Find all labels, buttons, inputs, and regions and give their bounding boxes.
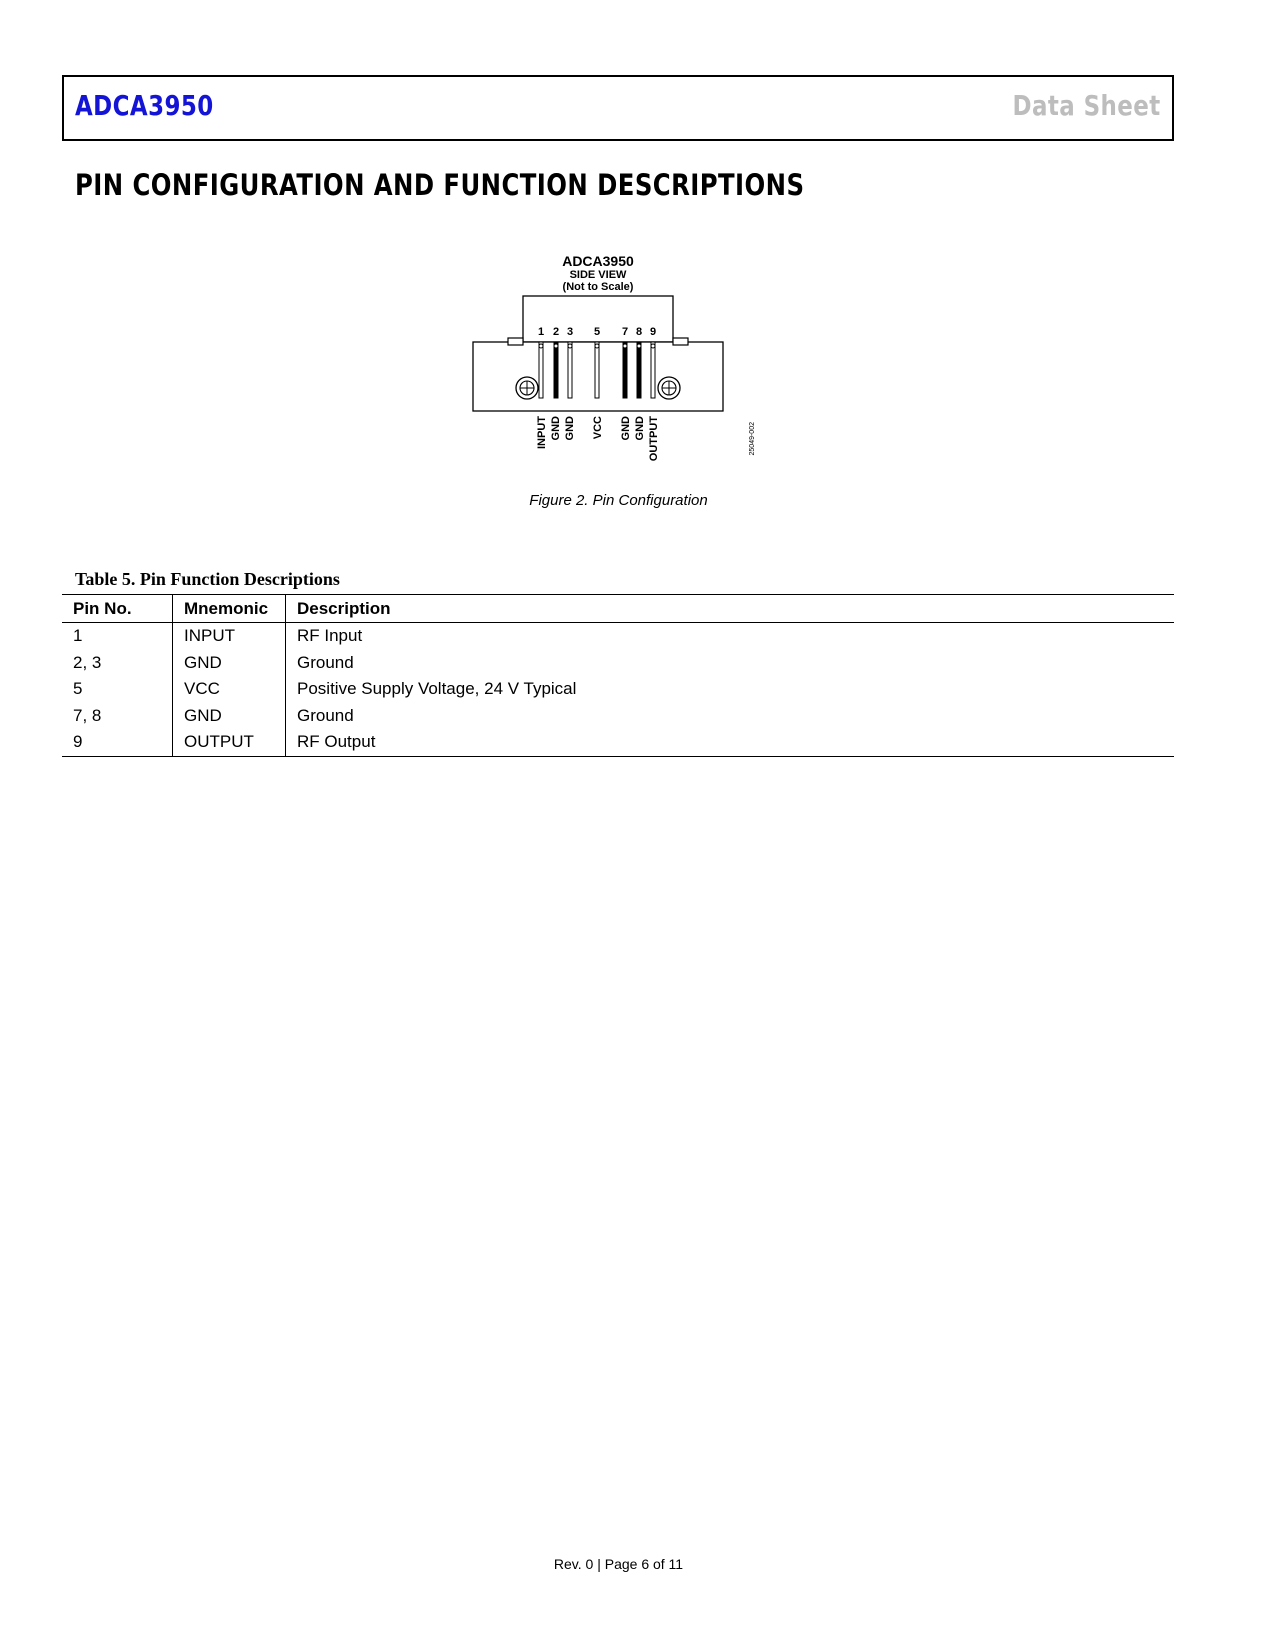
pin-number-2: 2 [552,326,560,338]
table-row [62,623,1174,650]
pin-lead-5 [595,342,599,398]
document-type: Data Sheet [1012,89,1161,122]
pin-lead-9 [651,342,655,398]
table-row [62,729,1174,756]
pin-lead-1 [539,342,543,398]
page-header [62,75,1174,141]
document-title: ADCA3950 [75,89,214,122]
pin-number-5: 5 [593,326,601,338]
mnemonic-cell: INPUT [173,623,286,650]
pin-number-9: 9 [649,326,657,338]
diagram-part-title: ADCA3950 [562,253,634,269]
table-row [62,703,1174,730]
pin-lead-7 [623,342,627,398]
section-heading: PIN CONFIGURATION AND FUNCTION DESCRIPTIONS [75,168,805,202]
pin-no-cell: 2, 3 [73,652,102,672]
table-caption: Table 5. Pin Function Descriptions [75,569,340,589]
pin-name-gnd-7: GND [620,416,632,441]
pin-name-output: OUTPUT [648,416,660,462]
pin-name-input: INPUT [536,416,548,449]
description-cell: Positive Supply Voltage, 24 V Typical [286,676,1175,703]
mnemonic-cell: OUTPUT [173,729,286,756]
column-header-pin-no: Pin No. [62,595,173,623]
right-mounting-hole [658,377,680,399]
pin-lead-8 [637,342,641,398]
mnemonic-cell: GND [173,650,286,677]
pin-number-3: 3 [566,326,574,338]
diagram-scale-note: (Not to Scale) [562,281,634,293]
right-tab [673,338,688,345]
description-cell: RF Input [286,623,1175,650]
table-header-row [62,595,1174,623]
pin-no-cell: 7, 8 [73,705,102,725]
pin-number-7: 7 [621,326,629,338]
left-mounting-hole [516,377,538,399]
table-row [62,676,1174,703]
pin-lead-3 [568,342,572,398]
diagram-view-label: SIDE VIEW [569,269,627,281]
description-cell: Ground [286,650,1175,677]
description-cell: Ground [286,703,1175,730]
column-header-mnemonic: Mnemonic [173,595,286,623]
description-cell: RF Output [286,729,1175,756]
pin-name-vcc: VCC [592,416,604,440]
table-row [62,650,1174,677]
pin-lead-2 [554,342,558,398]
pin-name-gnd-3: GND [564,416,576,441]
pin-configuration-diagram [470,250,770,480]
column-header-description: Description [286,595,1175,623]
pin-number-1: 1 [537,326,545,338]
pin-function-table [62,594,1174,757]
pin-no-cell: 5 [73,679,83,699]
pin-name-gnd-8: GND [634,416,646,441]
figure-code: 25049-002 [749,422,756,456]
figure-caption: Figure 2. Pin Configuration [529,492,708,509]
mnemonic-cell: VCC [173,676,286,703]
pin-no-cell: 1 [73,626,83,646]
pin-name-gnd-2: GND [550,416,562,441]
left-tab [508,338,523,345]
page-footer: Rev. 0 | Page 6 of 11 [553,1556,684,1572]
mnemonic-cell: GND [173,703,286,730]
pin-no-cell: 9 [62,729,173,756]
pin-number-8: 8 [635,326,643,338]
